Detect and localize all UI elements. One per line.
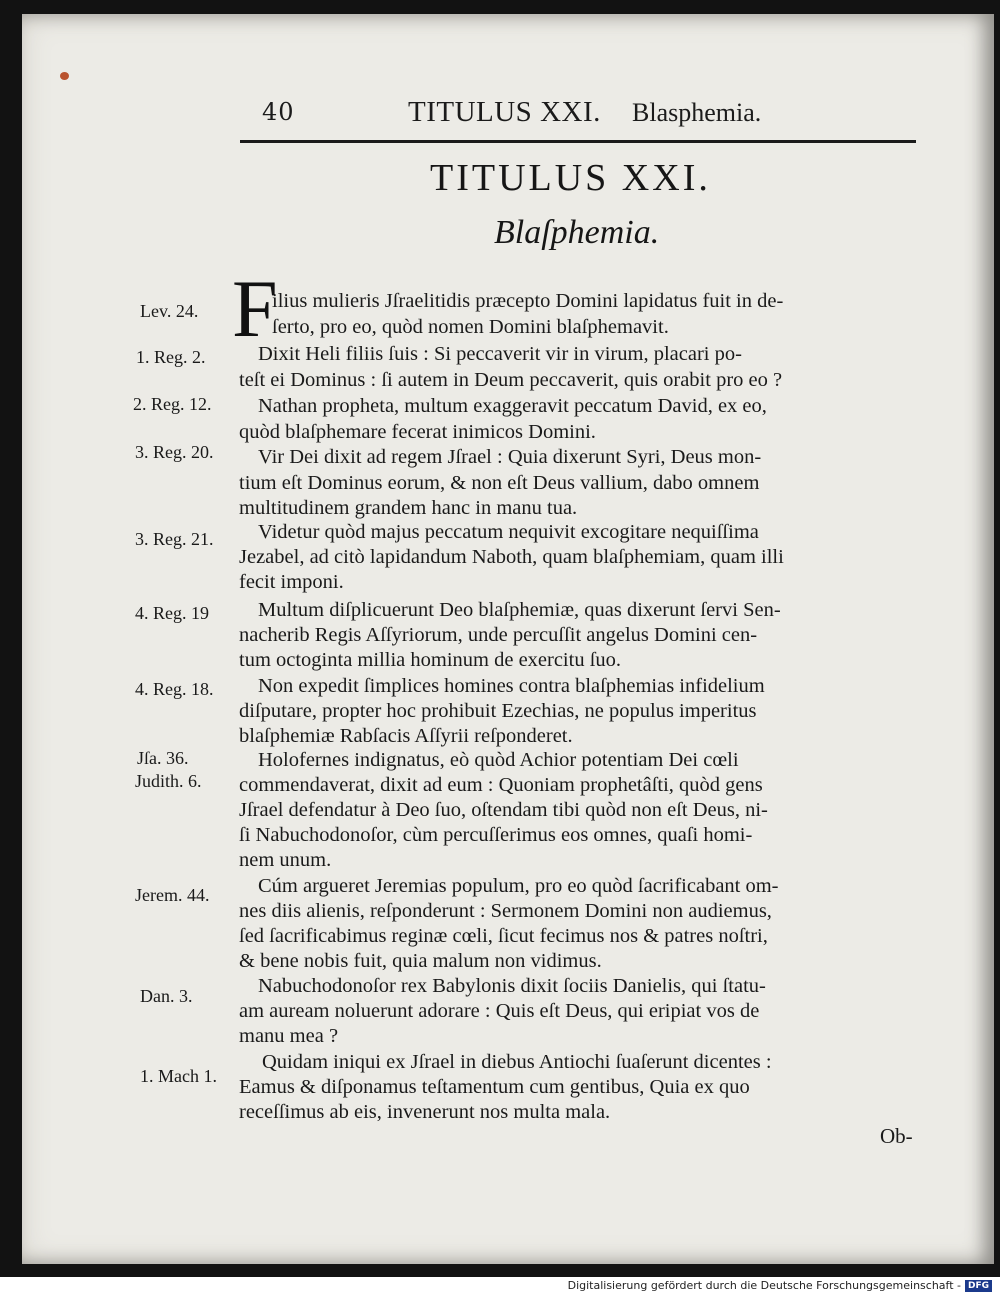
page-number: 40 bbox=[262, 98, 295, 126]
text-line: nes diis alienis, reſponderunt : Sermonem Domini non audiemus, bbox=[239, 900, 772, 922]
footer-text: Digitalisierung gefördert durch die Deutsche Forschungsgemeinschaft - bbox=[567, 1279, 961, 1292]
text-line: Eamus & diſponamus teſtamentum cum gentibus, Quia ex quo bbox=[239, 1076, 750, 1098]
text-line: Dixit Heli filiis ſuis : Si peccaverit vir in virum, placari po- bbox=[258, 343, 742, 365]
text-line: receſſimus ab eis, invenerunt nos multa mala. bbox=[239, 1101, 611, 1123]
margin-ref: 4. Reg. 19 bbox=[135, 603, 209, 623]
catchword: Ob- bbox=[880, 1124, 913, 1148]
text-line: Videtur quòd majus peccatum nequivit excogitare nequiſſima bbox=[258, 521, 759, 543]
drop-cap: F bbox=[232, 263, 278, 354]
margin-ref: 3. Reg. 20. bbox=[135, 442, 214, 462]
text-line: diſputare, propter hoc prohibuit Ezechias, ne populus imperitus bbox=[239, 700, 757, 722]
margin-ref: 1. Mach 1. bbox=[140, 1066, 217, 1086]
text-line: Quidam iniqui ex Jſrael in diebus Antiochi ſuaſerunt dicentes : bbox=[262, 1051, 772, 1073]
text-line: Cúm argueret Jeremias populum, pro eo quòd ſacrificabant om- bbox=[258, 875, 779, 897]
text-line: tium eſt Dominus eorum, & non eſt Deus vallium, dabo omnem bbox=[239, 472, 760, 494]
text-line: nacherib Regis Aſſyriorum, unde percuſſit angelus Domini cen- bbox=[239, 624, 758, 646]
running-subtitle: Blasphemia. bbox=[632, 98, 762, 127]
margin-ref: Lev. 24. bbox=[140, 301, 199, 321]
text-line: teſt ei Dominus : ſi autem in Deum peccaverit, quis orabit pro eo ? bbox=[239, 369, 783, 391]
text-line: quòd blaſphemare fecerat inimicos Domini. bbox=[239, 421, 596, 443]
text-line: Jſrael defendatur à Deo ſuo, oſtendam tibi quòd non eſt Deus, ni- bbox=[239, 799, 768, 821]
text-line: manu mea ? bbox=[239, 1025, 339, 1047]
text-line: & bene nobis fuit, quia malum non vidimus. bbox=[239, 950, 602, 972]
text-line: fecit imponi. bbox=[239, 571, 344, 593]
chapter-subtitle: Blaſphemia. bbox=[494, 214, 660, 251]
margin-ref: Dan. 3. bbox=[140, 986, 193, 1006]
text-line: multitudinem grandem hanc in manu tua. bbox=[239, 497, 578, 519]
text-line: ilius mulieris Jſraelitidis præcepto Domini lapidatus fuit in de- bbox=[272, 290, 784, 312]
text-line: nem unum. bbox=[239, 849, 332, 871]
digitization-footer bbox=[568, 1279, 992, 1292]
margin-ref: Jerem. 44. bbox=[135, 885, 210, 905]
margin-ref: Jſa. 36. bbox=[137, 748, 189, 768]
text-line: commendaverat, dixit ad eum : Quoniam prophetâſti, quòd gens bbox=[239, 774, 763, 796]
running-title: TITULUS XXI. bbox=[408, 96, 601, 128]
margin-ref: 4. Reg. 18. bbox=[135, 679, 214, 699]
text-line: Non expedit ſimplices homines contra blaſphemias infidelium bbox=[258, 675, 765, 697]
text-line: Multum diſplicuerunt Deo blaſphemiæ, quas dixerunt ſervi Sen- bbox=[258, 599, 781, 621]
text-line: am auream noluerunt adorare : Quis eſt Deus, qui eripiat vos de bbox=[239, 1000, 760, 1022]
chapter-title: TITULUS XXI. bbox=[430, 157, 711, 199]
margin-ref: 3. Reg. 21. bbox=[135, 529, 214, 549]
margin-ref: 2. Reg. 12. bbox=[133, 394, 212, 414]
text-line: tum octoginta millia hominum de exercitu ſuo. bbox=[239, 649, 622, 671]
ink-stain bbox=[60, 72, 69, 80]
header-rule bbox=[240, 140, 916, 143]
text-line: Vir Dei dixit ad regem Jſrael : Quia dixerunt Syri, Deus mon- bbox=[258, 446, 762, 468]
text-line: ſed ſacrificabimus reginæ cœli, ſicut fecimus nos & patres noſtri, bbox=[239, 925, 768, 947]
text-line: Holofernes indignatus, eò quòd Achior potentiam Dei cœli bbox=[258, 749, 739, 771]
text-line: blaſphemiæ Rabſacis Aſſyrii reſponderet. bbox=[239, 725, 573, 747]
margin-ref: 1. Reg. 2. bbox=[136, 347, 206, 367]
margin-ref: Judith. 6. bbox=[135, 771, 202, 791]
text-line: ſi Nabuchodonoſor, cùm percuſſerimus eos omnes, quaſi homi- bbox=[239, 824, 753, 846]
text-line: Nabuchodonoſor rex Babylonis dixit ſociis Danielis, qui ſtatu- bbox=[258, 975, 766, 997]
text-line: Nathan propheta, multum exaggeravit peccatum David, ex eo, bbox=[258, 395, 767, 417]
text-line: Jezabel, ad citò lapidandum Naboth, quam blaſphemiam, quam illi bbox=[239, 546, 784, 568]
dfg-logo-icon[interactable]: DFG bbox=[965, 1280, 992, 1292]
text-line: ſerto, pro eo, quòd nomen Domini blaſphemavit. bbox=[272, 316, 669, 338]
